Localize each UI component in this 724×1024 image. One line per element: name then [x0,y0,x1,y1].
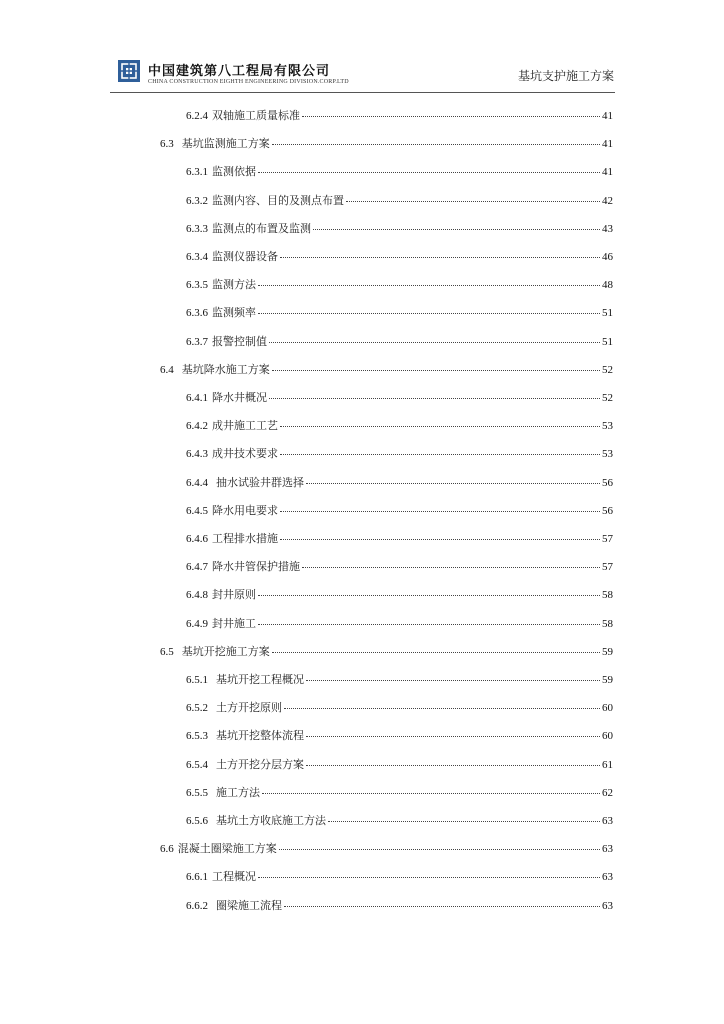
toc-entry[interactable] [0,360,724,380]
toc-entry-number: 6.3.2 [186,194,208,207]
toc-entry[interactable] [0,726,724,746]
toc-entry-number: 6.5 [160,645,174,658]
toc-entry-title: 降水井管保护措施 [212,560,300,574]
toc-entry-title: 混凝土圈梁施工方案 [177,842,277,856]
toc-entry-page: 41 [602,138,613,151]
toc-entry-page: 63 [602,899,613,912]
toc-leader-dots [313,228,600,230]
toc-entry-title: 成井技术要求 [212,447,278,461]
toc-entry-number: 6.5.3 [186,730,208,743]
toc-entry-page: 57 [602,561,613,574]
toc-entry-title: 抽水试验井群选择 [216,475,304,489]
toc-entry-number: 6.4.7 [186,561,208,574]
toc-entry[interactable] [0,303,724,323]
toc-entry-page: 53 [602,420,613,433]
toc-leader-dots [306,735,600,737]
toc-leader-dots [258,284,600,286]
toc-entry[interactable] [0,557,724,577]
toc-entry[interactable] [0,501,724,521]
toc-entry-title: 监测依据 [212,165,256,179]
toc-entry-number: 6.6 [160,843,174,856]
header-divider [110,92,615,93]
toc-entry[interactable] [0,585,724,605]
toc-entry-page: 51 [602,335,613,348]
toc-entry[interactable] [0,219,724,239]
toc-entry-title: 监测频率 [212,306,256,320]
toc-entry-title: 基坑监测施工方案 [181,137,270,151]
toc-leader-dots [279,848,600,850]
toc-leader-dots [302,566,600,568]
toc-entry-page: 53 [602,448,613,461]
toc-entry-number: 6.4.6 [186,533,208,545]
toc-entry[interactable] [0,162,724,182]
toc-entry[interactable] [0,811,724,831]
page-header [0,0,724,100]
toc-entry[interactable] [0,529,724,549]
toc-entry-number: 6.3.3 [186,222,208,235]
toc-entry-number: 6.4.5 [186,504,208,517]
toc-entry[interactable] [0,839,724,859]
toc-leader-dots [280,425,600,427]
toc-entry-page: 52 [602,363,613,376]
toc-entry-title: 报警控制值 [212,334,267,348]
document-title: 基坑支护施工方案 [517,69,614,83]
toc-leader-dots [306,679,600,681]
toc-entry-title: 降水井概况 [212,391,267,404]
toc-entry-number: 6.3.4 [186,251,208,263]
toc-entry[interactable] [0,896,724,916]
toc-entry-page: 57 [602,533,613,545]
toc-entry[interactable] [0,134,724,154]
toc-entry-title: 土方开挖分层方案 [216,757,304,771]
toc-entry-number: 6.4.8 [186,589,208,602]
toc-entry-page: 51 [602,307,613,320]
toc-entry-page: 59 [602,674,613,686]
toc-entry-number: 6.5.4 [186,758,208,771]
toc-leader-dots [284,707,600,709]
toc-entry-number: 6.5.6 [186,815,208,827]
toc-entry-number: 6.4.1 [186,392,208,404]
toc-leader-dots [269,341,600,343]
toc-entry-number: 6.2.4 [186,110,208,122]
toc-entry-page: 42 [602,194,613,207]
toc-entry[interactable] [0,106,724,126]
toc-entry-page: 60 [602,730,613,743]
toc-leader-dots [272,369,600,371]
toc-leader-dots [269,397,600,399]
company-name-en: CHINA CONSTRUCTION EIGHTH ENGINEERING DIVISION.CORP.LTD [148,79,349,85]
toc-entry-page: 48 [602,279,613,292]
toc-entry-page: 59 [602,645,613,658]
toc-entry-number: 6.3.7 [186,335,208,348]
toc-entry-number: 6.3.1 [186,166,208,179]
toc-entry-page: 60 [602,702,613,715]
toc-entry-page: 41 [602,166,613,179]
toc-entry-title: 监测点的布置及监测 [212,221,311,235]
toc-entry-page: 63 [602,815,613,827]
toc-leader-dots [328,820,600,822]
toc-leader-dots [302,115,600,117]
toc-entry-number: 6.4.3 [186,448,208,461]
toc-entry-title: 封井原则 [212,588,256,602]
toc-entry[interactable] [0,783,724,803]
toc-entry[interactable] [0,416,724,436]
toc-leader-dots [272,651,600,653]
toc-leader-dots [262,792,600,794]
toc-entry-page: 61 [602,758,613,771]
toc-entry-title: 成井施工工艺 [212,419,278,433]
toc-entry-number: 6.3 [160,138,174,151]
toc-leader-dots [258,623,600,625]
toc-entry-number: 6.5.1 [186,674,208,686]
toc-entry-title: 监测内容、目的及测点布置 [212,193,344,207]
toc-entry-page: 43 [602,222,613,235]
toc-leader-dots [258,312,600,314]
toc-entry-page: 46 [602,251,613,263]
toc-entry-number: 6.6.2 [186,899,208,912]
toc-entry[interactable] [0,642,724,662]
toc-entry-title: 土方开挖原则 [216,701,282,715]
toc-leader-dots [306,482,600,484]
toc-entry-title: 封井施工 [212,616,256,630]
toc-entry[interactable] [0,191,724,211]
toc-leader-dots [280,510,600,512]
cscec-logo-icon [118,60,140,82]
toc-entry[interactable] [0,698,724,718]
toc-entry-page: 58 [602,589,613,602]
toc-entry-number: 6.6.1 [186,871,208,884]
toc-entry-number: 6.5.2 [186,702,208,715]
toc-entry-title: 工程概况 [212,870,256,884]
toc-entry-number: 6.4 [160,363,174,376]
toc-entry[interactable] [0,332,724,352]
toc-entry-number: 6.4.4 [186,476,208,489]
toc-entry[interactable] [0,444,724,464]
toc-entry-number: 6.4.2 [186,420,208,433]
toc-entry-title: 基坑开挖整体流程 [216,729,304,743]
toc-entry[interactable] [0,670,724,690]
toc-entry-title: 基坑土方收底施工方法 [216,814,326,827]
toc-entry-title: 圈梁施工流程 [216,898,282,912]
toc-leader-dots [280,453,600,455]
toc-entry-title: 基坑开挖施工方案 [181,644,270,658]
toc-entry-title: 监测仪器设备 [212,250,278,263]
toc-leader-dots [284,905,600,907]
toc-entry-page: 56 [602,504,613,517]
toc-leader-dots [258,876,600,878]
toc-leader-dots [280,256,600,258]
toc-entry-title: 基坑开挖工程概况 [216,673,304,686]
toc-leader-dots [258,171,600,173]
toc-entry-title: 施工方法 [216,785,260,799]
toc-entry[interactable] [0,247,724,267]
toc-entry-title: 工程排水措施 [212,532,278,545]
toc-leader-dots [280,538,600,540]
toc-entry-title: 降水用电要求 [212,503,278,517]
toc-entry-number: 6.4.9 [186,617,208,630]
toc-entry-number: 6.5.5 [186,786,208,799]
toc-entry-number: 6.3.5 [186,279,208,292]
toc-entry-page: 63 [602,871,613,884]
toc-leader-dots [306,764,600,766]
toc-entry[interactable] [0,275,724,295]
toc-entry-page: 56 [602,476,613,489]
toc-entry[interactable] [0,867,724,887]
toc-entry-page: 62 [602,786,613,799]
toc-leader-dots [272,143,600,145]
toc-entry-title: 基坑降水施工方案 [181,362,270,376]
toc-entry[interactable] [0,388,724,408]
toc-entry[interactable] [0,755,724,775]
toc-entry-page: 52 [602,392,613,404]
toc-leader-dots [346,200,600,202]
toc-entry-page: 58 [602,617,613,630]
toc-entry-page: 63 [602,843,613,856]
toc-entry[interactable] [0,614,724,634]
toc-entry-title: 监测方法 [212,278,256,292]
toc-entry[interactable] [0,473,724,493]
toc-leader-dots [258,594,600,596]
company-name-cn: 中国建筑第八工程局有限公司 [148,64,331,79]
toc-entry-page: 41 [602,110,613,122]
toc-entry-number: 6.3.6 [186,307,208,320]
toc-entry-title: 双轴施工质量标准 [212,109,300,122]
